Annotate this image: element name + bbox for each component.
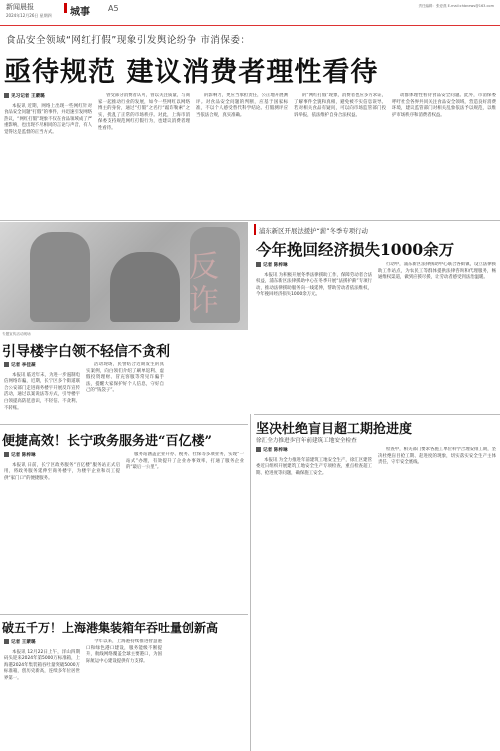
fraud-text-2: 活动现场，民警结合近期发生的真实案例，向白领们介绍了刷单返利、虚假投资理财、冒充客服等常见诈骗手法，提醒大家保护好个人信息，守好自己的“钱袋子”。 (86, 362, 164, 394)
pudong-text-2: 行动中，浦东新区法律援助中心联合各街镇，设立法律援助工作站点，为农民工等群体提供法律咨询和代理服务，畅通维权渠道，做到应援尽援，让劳动者感受到法治温暖。 (378, 262, 496, 281)
column-divider (250, 414, 251, 751)
anti-fraud-watermark: 反诈 (183, 250, 218, 318)
trains-column-1 (256, 447, 372, 747)
lead-column-1 (4, 93, 92, 217)
changning-byline: 记者 陈梓琳 (4, 452, 120, 460)
pudong-byline: 记者 陈梓琳 (256, 262, 372, 270)
byline-square-icon (4, 362, 9, 367)
fraud-divider (0, 424, 248, 425)
editor-info: 责任编辑：张爱燕 E-mail:chbnews@163.com (418, 4, 494, 8)
trains-byline: 记者 陈梓琳 (256, 447, 372, 455)
lead-byline: 见习记者 王蒙璐 (4, 93, 92, 101)
lead-column-5 (392, 93, 496, 217)
port-text-2: 今年以来，上海港持续推进智慧港口和绿色港口建设，服务能级不断提升，航线网络覆盖全球主要港口，为国际航运中心建设提供有力支撑。 (86, 639, 162, 664)
lead-column-2 (98, 93, 190, 217)
photo-caption: 专题宣传活动现场 (2, 332, 31, 336)
section-marker (64, 3, 67, 13)
trains-column-2 (378, 447, 496, 747)
pudong-column-1 (256, 262, 372, 412)
trains-text-1: 本报讯 为全力推进年前建筑工地安全生产，徐汇区建管委近日组织开展建筑工地安全生产专项检查，重点检查超工期、抢进度等问题，确保施工安全。 (256, 457, 372, 476)
lead-headline: 亟待规范 建议消费者理性看待 (4, 57, 379, 88)
section-name: 城事 (70, 7, 90, 18)
changning-text-1: 本报讯 日前，长宁区政务服务“百亿楼”服务站正式启用，将政务服务延伸至商务楼宇，为楼宇企业和员工提供“家门口”的便捷服务。 (4, 462, 120, 481)
lead-column-3 (196, 93, 288, 217)
changning-column-1 (4, 452, 120, 610)
fraud-text-1: 本报讯 临近年末，为进一步遏制电信网络诈骗，近期，长宁区多个街道联合公安部门走进商务楼宇开展反诈宣传活动，通过以案说法等方式，引导楼宇白领提高防范意识，不轻信、不贪利、不转账。 (4, 372, 80, 411)
section-divider (0, 220, 500, 221)
byline-square-icon (4, 639, 9, 644)
changning-headline: 便捷高效！长宁政务服务进“百亿楼” (2, 434, 212, 449)
fraud-column-2 (86, 362, 164, 422)
port-headline: 破五千万！上海港集装箱年吞吐量创新高 (2, 621, 219, 635)
port-column-2 (86, 639, 162, 749)
trains-kicker: 徐汇全力推进歩宫年前建筑工地安全检查 (256, 438, 357, 444)
pudong-column-2 (378, 262, 496, 412)
fraud-column-1 (4, 362, 80, 422)
lead-text-3: 的影响力，更应当承担责任，公正地开展测评。对食品安全问题的判断，应基于国家标准，不以个人感受替代科学结论。打假测评应当依法合规，真实准确。 (196, 93, 288, 118)
changning-text-2: 服务站涵盖企业开办、税务、社保等多项业务，实现“一站式”办理，有效提升了企业办事效率，打通了服务企业的“最后一公里”。 (126, 452, 244, 471)
pudong-text-1: 本报讯 为积极开展冬季法律援助工作，保障劳动者合法权益，浦东新区法律援助中心在冬季开展“法援护薪”专项行动，推动法律援助服务向一线延伸，帮助劳动者依法维权，今年挽回经济损失1000余万元。 (256, 272, 372, 298)
lead-text-4: 的“网红打假”现象，消费者也应多方求证，了解事件全貌和真相，避免被不实信息误导。若对相关食品有疑问，可以向市场监管部门投诉举报，依法维护自身合法权益。 (294, 93, 386, 118)
port-column-1 (4, 639, 80, 749)
byline-square-icon (256, 262, 261, 267)
photo-figure-1 (30, 232, 90, 322)
port-byline: 记者 王蒙璐 (4, 639, 80, 647)
changning-column-2 (126, 452, 244, 610)
pudong-kicker: 浦东新区开展法援护“薪”冬季专项行动 (259, 227, 368, 235)
page-header (0, 0, 500, 26)
photo-figure-2 (110, 252, 180, 322)
trains-headline: 坚决杜绝盲目超工期抢进度 (256, 422, 413, 437)
byline-square-icon (4, 93, 9, 98)
byline-square-icon (4, 452, 9, 457)
pudong-marker (254, 224, 256, 235)
lead-column-4 (294, 93, 386, 217)
lead-text-2: 曾受部分消费者认可，曾以关注质量，与商家一起推动行业的发展，如今一些网红以网络博主的身份，通过“打假”之名行“敲诈勒索”之实，扰乱了正常的市场秩序。对此，上海市消保委支持规范网红打假行为，也建议消费者理性看待。 (98, 93, 190, 131)
newspaper-logo: 新闻晨报 (6, 3, 34, 11)
pudong-divider (254, 414, 500, 415)
lead-text-5: 动群体理性看待食品安全问题。此外，市消保委呼吁社会各界共同关注食品安全领域，营造良好消费环境，建议监管部门对相关乱象依法予以规范，以维护市场秩序和消费者权益。 (392, 93, 496, 118)
lead-text-1: 本报讯 近期，网络上出现一些网红针对食品安全问题“打假”的事件，并迅速引发网络热议，“网红打假”现象不仅在食品领域成了严重影响，也出现不尽相同的言论与声音，有人觉得这是监督的正当方式。 (4, 103, 92, 135)
issue-date: 2024年12月26日 星期四 (6, 13, 52, 18)
port-text-1: 本报讯 12月22日上午，洋山四期码头迎来2024年第5000万标准箱，上海港2024年集装箱吞吐量突破5000万标准箱，创历史新高，连续多年位居世界第一。 (4, 649, 80, 681)
changning-divider (0, 614, 248, 615)
byline-square-icon (256, 447, 261, 452)
lead-kicker: 食品安全领域“网红打假”现象引发舆论纷争 市消保委： (6, 35, 251, 46)
fraud-byline: 记者 李佳凝 (4, 362, 80, 370)
page-number: A5 (108, 4, 119, 13)
pudong-headline: 今年挽回经济损失1000余万 (256, 240, 455, 259)
trains-text-2: 检查中，相关部门要求各施工单位科学合理安排工期，坚决杜绝盲目抢工期、赶进度的现象，切实落实安全生产主体责任，守牢安全底线。 (378, 447, 496, 466)
fraud-headline: 引导楼宇白领不轻信不贪利 (2, 344, 170, 360)
